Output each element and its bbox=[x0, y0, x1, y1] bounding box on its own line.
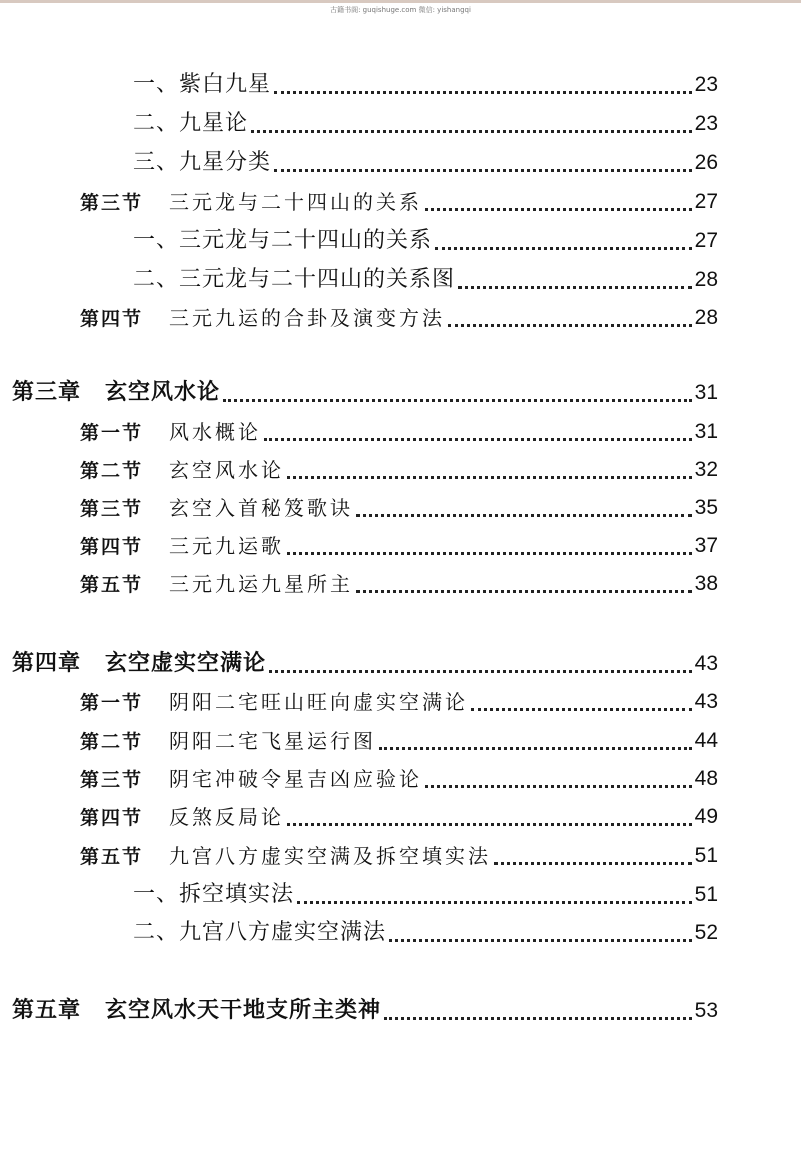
toc-entry[interactable] bbox=[12, 372, 718, 406]
entry-title: 九宫八方虚实空满及拆空填实法 bbox=[169, 844, 492, 868]
entry-page: 38 bbox=[694, 572, 718, 595]
entry-title: 反煞反局论 bbox=[169, 805, 285, 829]
entry-title: 二、九宫八方虚实空满法 bbox=[133, 920, 387, 945]
dot-leader bbox=[251, 108, 692, 133]
toc-entry[interactable] bbox=[80, 835, 718, 869]
entry-title: 阴阳二宅飞星运行图 bbox=[169, 729, 377, 753]
entry-page: 49 bbox=[694, 805, 718, 828]
entry-page: 48 bbox=[694, 767, 718, 790]
entry-page: 52 bbox=[694, 921, 718, 944]
toc-entry[interactable] bbox=[133, 259, 718, 293]
toc-entry[interactable] bbox=[133, 874, 718, 908]
watermark: 古籍书阁: guqishuge.com 微信: yishangqi bbox=[330, 6, 471, 14]
dot-leader bbox=[269, 648, 692, 673]
dot-leader bbox=[435, 225, 692, 250]
dot-leader bbox=[223, 377, 692, 402]
toc-entry[interactable] bbox=[133, 912, 718, 946]
entry-page: 43 bbox=[694, 652, 718, 675]
entry-title: 三元九运九星所主 bbox=[169, 572, 354, 596]
entry-title: 一、三元龙与二十四山的关系 bbox=[133, 228, 433, 253]
entry-page: 44 bbox=[694, 729, 718, 752]
entry-page: 51 bbox=[694, 844, 718, 867]
toc-entry[interactable] bbox=[80, 449, 718, 483]
dot-leader bbox=[384, 995, 692, 1020]
section-number: 第二节 bbox=[80, 460, 144, 482]
section-number: 第五节 bbox=[80, 574, 144, 596]
entry-page: 28 bbox=[694, 268, 718, 291]
entry-title: 三元龙与二十四山的关系 bbox=[169, 190, 423, 214]
dot-leader bbox=[379, 725, 692, 750]
entry-page: 27 bbox=[694, 229, 718, 252]
toc-entry[interactable] bbox=[80, 720, 718, 754]
entry-page: 27 bbox=[694, 190, 718, 213]
entry-title: 三元九运的合卦及演变方法 bbox=[169, 306, 446, 330]
section-number: 第一节 bbox=[80, 422, 144, 444]
chapter-number: 第三章 bbox=[12, 379, 82, 405]
entry-page: 37 bbox=[694, 534, 718, 557]
toc-entry[interactable] bbox=[80, 487, 718, 521]
entry-title: 一、拆空填实法 bbox=[133, 882, 295, 907]
section-number: 第三节 bbox=[80, 192, 144, 214]
entry-title: 玄空虚实空满论 bbox=[105, 650, 267, 676]
entry-page: 32 bbox=[694, 458, 718, 481]
entry-title: 三元九运歌 bbox=[169, 534, 285, 558]
dot-leader bbox=[287, 801, 692, 826]
section-number: 第三节 bbox=[80, 769, 144, 791]
dot-leader bbox=[425, 186, 692, 211]
dot-leader bbox=[356, 492, 692, 517]
entry-page: 35 bbox=[694, 496, 718, 519]
dot-leader bbox=[274, 147, 692, 172]
dot-leader bbox=[264, 416, 692, 441]
toc-entry[interactable] bbox=[12, 643, 718, 677]
entry-page: 23 bbox=[694, 73, 718, 96]
toc-entry[interactable] bbox=[133, 142, 718, 176]
entry-title: 一、紫白九星 bbox=[133, 72, 272, 97]
entry-title: 二、九星论 bbox=[133, 111, 249, 136]
chapter-number: 第四章 bbox=[12, 650, 82, 676]
entry-page: 31 bbox=[694, 420, 718, 443]
entry-page: 23 bbox=[694, 112, 718, 135]
entry-title: 二、三元龙与二十四山的关系图 bbox=[133, 267, 456, 292]
dot-leader bbox=[458, 264, 692, 289]
toc-entry[interactable] bbox=[80, 563, 718, 597]
toc-entry[interactable] bbox=[80, 758, 718, 792]
entry-page: 31 bbox=[694, 381, 718, 404]
section-number: 第五节 bbox=[80, 846, 144, 868]
dot-leader bbox=[356, 568, 692, 593]
dot-leader bbox=[389, 917, 692, 942]
dot-leader bbox=[448, 302, 692, 327]
toc-entry[interactable] bbox=[12, 990, 718, 1024]
toc-entry[interactable] bbox=[80, 796, 718, 830]
toc-entry[interactable] bbox=[80, 297, 718, 331]
entry-title: 玄空风水论 bbox=[105, 379, 221, 405]
toc-entry[interactable] bbox=[80, 681, 718, 715]
toc-entry[interactable] bbox=[133, 103, 718, 137]
chapter-number: 第五章 bbox=[12, 997, 82, 1023]
entry-title: 三、九星分类 bbox=[133, 150, 272, 175]
toc-entry[interactable] bbox=[133, 220, 718, 254]
dot-leader bbox=[494, 840, 692, 865]
entry-title: 玄空风水论 bbox=[169, 458, 285, 482]
dot-leader bbox=[287, 530, 692, 555]
section-number: 第一节 bbox=[80, 692, 144, 714]
toc-entry[interactable] bbox=[80, 181, 718, 215]
dot-leader bbox=[425, 763, 692, 788]
entry-page: 51 bbox=[694, 883, 718, 906]
section-number: 第四节 bbox=[80, 308, 144, 330]
dot-leader bbox=[297, 879, 692, 904]
toc-entry[interactable] bbox=[133, 64, 718, 98]
entry-title: 风水概论 bbox=[169, 420, 262, 444]
section-number: 第四节 bbox=[80, 536, 144, 558]
toc-entry[interactable] bbox=[80, 411, 718, 445]
entry-page: 53 bbox=[694, 999, 718, 1022]
section-number: 第四节 bbox=[80, 807, 144, 829]
entry-page: 43 bbox=[694, 690, 718, 713]
section-number: 第二节 bbox=[80, 731, 144, 753]
dot-leader bbox=[471, 686, 692, 711]
section-number: 第三节 bbox=[80, 498, 144, 520]
entry-title: 阴宅冲破令星吉凶应验论 bbox=[169, 767, 423, 791]
entry-title: 阴阳二宅旺山旺向虚实空满论 bbox=[169, 690, 469, 714]
dot-leader bbox=[274, 69, 692, 94]
entry-title: 玄空风水天干地支所主类神 bbox=[105, 997, 382, 1023]
dot-leader bbox=[287, 454, 692, 479]
entry-page: 26 bbox=[694, 151, 718, 174]
toc-entry[interactable] bbox=[80, 525, 718, 559]
entry-page: 28 bbox=[694, 306, 718, 329]
entry-title: 玄空入首秘笈歌诀 bbox=[169, 496, 354, 520]
